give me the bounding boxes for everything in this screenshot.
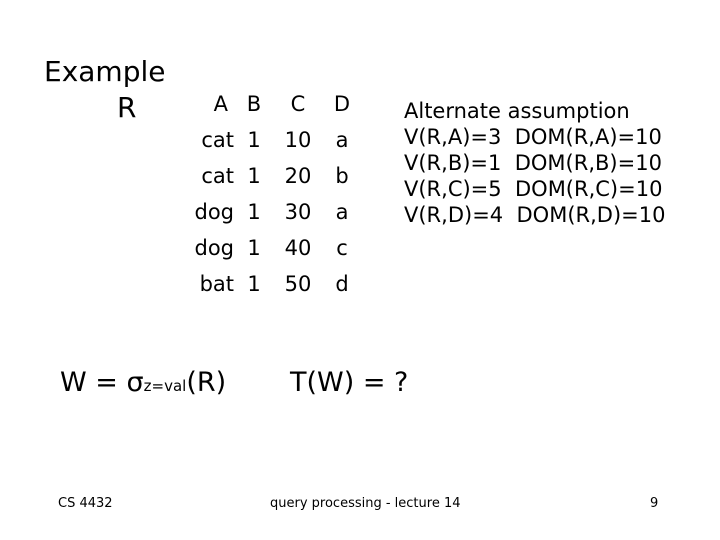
table-row bbox=[180, 194, 362, 230]
alternate-assumption-block bbox=[404, 98, 665, 228]
relation-header-a: A bbox=[213, 92, 228, 116]
cell-b: 1 bbox=[247, 128, 261, 152]
slide-title-line1: Example bbox=[44, 55, 166, 88]
table-row bbox=[180, 122, 362, 158]
cell-a: dog bbox=[194, 200, 234, 224]
alternate-line: V(R,C)=5 DOM(R,C)=10 bbox=[404, 177, 663, 201]
table-row bbox=[180, 266, 362, 302]
relation-header-row bbox=[180, 86, 362, 122]
cardinality-question: T(W) = ? bbox=[290, 367, 409, 398]
formula-w-argument: (R) bbox=[186, 367, 227, 398]
cell-a: cat bbox=[201, 164, 234, 188]
cell-d: a bbox=[335, 200, 349, 224]
relation-header-c: C bbox=[290, 92, 306, 116]
cell-c: 10 bbox=[284, 128, 312, 152]
alternate-line: V(R,B)=1 DOM(R,B)=10 bbox=[404, 151, 662, 175]
cell-b: 1 bbox=[247, 236, 261, 260]
cell-c: 40 bbox=[284, 236, 312, 260]
relation-table bbox=[180, 86, 362, 302]
sigma-symbol: σ bbox=[126, 367, 144, 398]
formula-w-prefix: W = bbox=[60, 367, 127, 398]
footer-title: query processing - lecture 14 bbox=[270, 496, 461, 511]
selection-formula bbox=[60, 365, 226, 404]
cell-d: c bbox=[336, 236, 348, 260]
alternate-heading: Alternate assumption bbox=[404, 99, 630, 123]
footer-page-number: 9 bbox=[650, 496, 659, 511]
cell-c: 20 bbox=[284, 164, 312, 188]
cell-d: d bbox=[335, 272, 349, 296]
cell-b: 1 bbox=[247, 200, 261, 224]
cell-b: 1 bbox=[247, 164, 261, 188]
cell-a: bat bbox=[199, 272, 234, 296]
cell-c: 30 bbox=[284, 200, 312, 224]
cell-b: 1 bbox=[247, 272, 261, 296]
table-row bbox=[180, 158, 362, 194]
selection-condition: z=val bbox=[143, 377, 187, 395]
alternate-line: V(R,D)=4 DOM(R,D)=10 bbox=[404, 203, 666, 227]
cell-d: a bbox=[335, 128, 349, 152]
relation-header-d: D bbox=[333, 92, 351, 116]
alternate-line: V(R,A)=3 DOM(R,A)=10 bbox=[404, 125, 662, 149]
cell-a: dog bbox=[194, 236, 234, 260]
table-row bbox=[180, 230, 362, 266]
slide-title-line2: R bbox=[117, 91, 137, 124]
relation-header-b: B bbox=[246, 92, 262, 116]
footer-course: CS 4432 bbox=[58, 496, 113, 511]
cell-c: 50 bbox=[284, 272, 312, 296]
cell-a: cat bbox=[201, 128, 234, 152]
cell-d: b bbox=[335, 164, 349, 188]
